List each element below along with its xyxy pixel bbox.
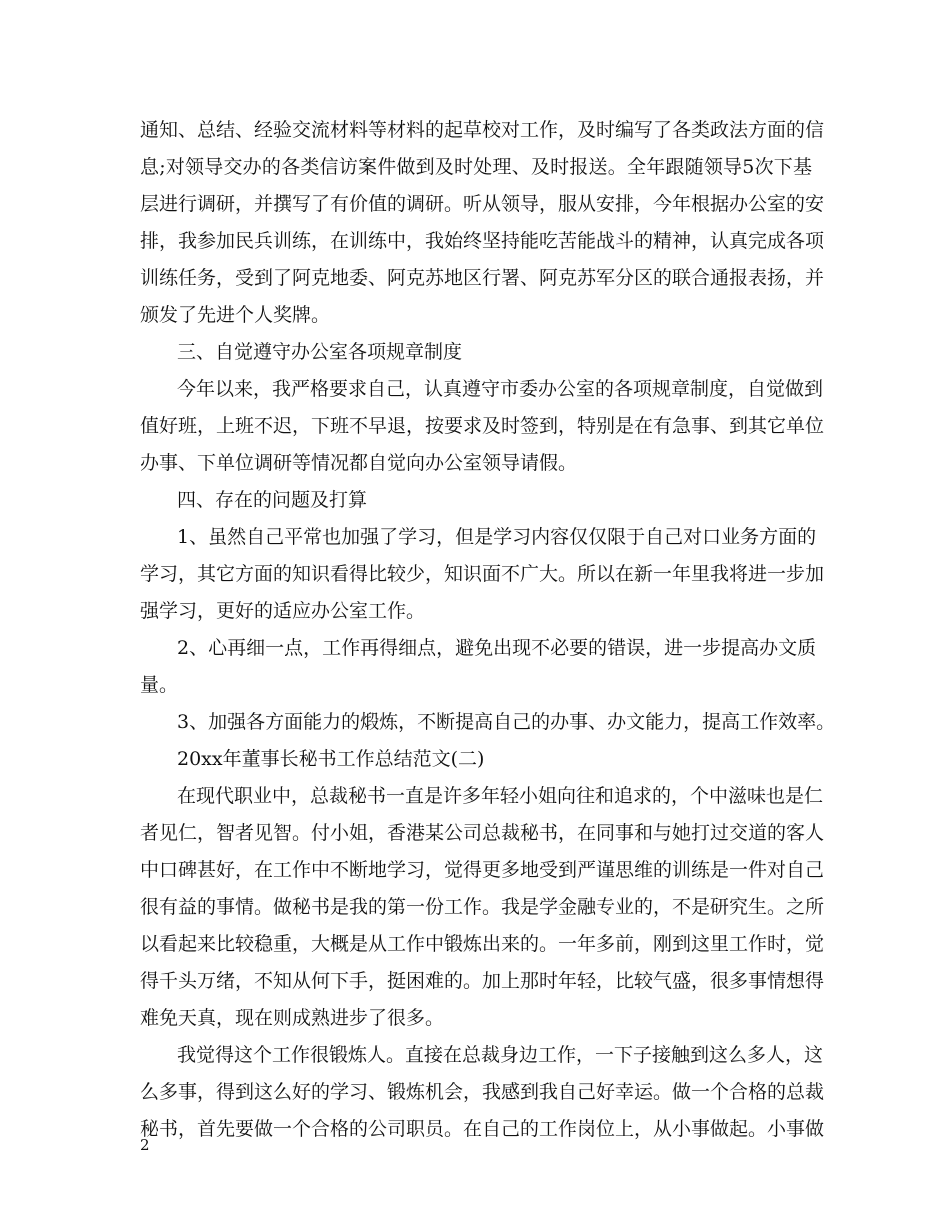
body-line: 值好班，上班不迟，下班不早退，按要求及时签到，特别是在有急事、到其它单位	[140, 415, 825, 437]
body-line: 3、加强各方面能力的煅炼，不断提高自己的办事、办文能力，提高工作效率。	[177, 711, 836, 733]
body-line: 以看起来比较稳重，大概是从工作中锻炼出来的。一年多前，刚到这里工作时，觉	[140, 933, 825, 955]
body-line: 中口碑甚好，在工作中不断地学习，觉得更多地受到严谨思维的训练是一件对自己	[140, 859, 825, 881]
section-heading: 三、自觉遵守办公室各项规章制度	[177, 341, 463, 363]
body-line: 训练任务，受到了阿克地委、阿克苏地区行署、阿克苏军分区的联合通报表扬，并	[140, 267, 825, 289]
body-line: 今年以来，我严格要求自己，认真遵守市委办公室的各项规章制度，自觉做到	[177, 378, 824, 400]
body-line: 颁发了先进个人奖牌。	[140, 304, 331, 326]
body-line: 层进行调研，并撰写了有价值的调研。听从领导，服从安排，今年根据办公室的安	[140, 193, 825, 215]
body-line: 排，我参加民兵训练，在训练中，我始终坚持能吃苦能战斗的精神，认真完成各项	[140, 230, 825, 252]
body-line: 2、心再细一点，工作再得细点，避免出现不必要的错误，进一步提高办文质	[177, 637, 817, 659]
body-line: 办事、下单位调研等情况都自觉向办公室领导请假。	[140, 452, 578, 474]
body-line: 难免天真，现在则成熟进步了很多。	[140, 1007, 445, 1029]
body-line: 秘书，首先要做一个合格的公司职员。在自己的工作岗位上，从小事做起。小事做	[140, 1118, 825, 1140]
body-line: 1、虽然自己平常也加强了学习，但是学习内容仅仅限于自己对口业务方面的	[177, 526, 817, 548]
body-line: 量。	[140, 674, 179, 696]
body-line: 很有益的事情。做秘书是我的第一份工作。我是学金融专业的，不是研究生。之所	[140, 896, 825, 918]
body-line: 得千头万绪，不知从何下手，挺困难的。加上那时年轻，比较气盛，很多事情想得	[140, 970, 825, 992]
body-line: 我觉得这个工作很锻炼人。直接在总裁身边工作，一下子接触到这么多人，这	[177, 1044, 824, 1066]
body-line: 通知、总结、经验交流材料等材料的起草校对工作，及时编写了各类政法方面的信	[140, 119, 825, 141]
body-line: 息;对领导交办的各类信访案件做到及时处理、及时报送。全年跟随领导5次下基	[140, 156, 812, 178]
body-line: 强学习，更好的适应办公室工作。	[140, 600, 426, 622]
page-number: 2	[140, 1136, 150, 1154]
document-subtitle: 20xx年董事长秘书工作总结范文(二)	[177, 748, 485, 770]
body-line: 么多事，得到这么好的学习、锻炼机会，我感到我自己好幸运。做一个合格的总裁	[140, 1081, 825, 1103]
section-heading: 四、存在的问题及打算	[177, 489, 368, 511]
body-line: 在现代职业中，总裁秘书一直是许多年轻小姐向往和追求的，个中滋味也是仁	[177, 785, 824, 807]
body-line: 者见仁，智者见智。付小姐，香港某公司总裁秘书，在同事和与她打过交道的客人	[140, 822, 825, 844]
body-line: 学习，其它方面的知识看得比较少，知识面不广大。所以在新一年里我将进一步加	[140, 563, 825, 585]
